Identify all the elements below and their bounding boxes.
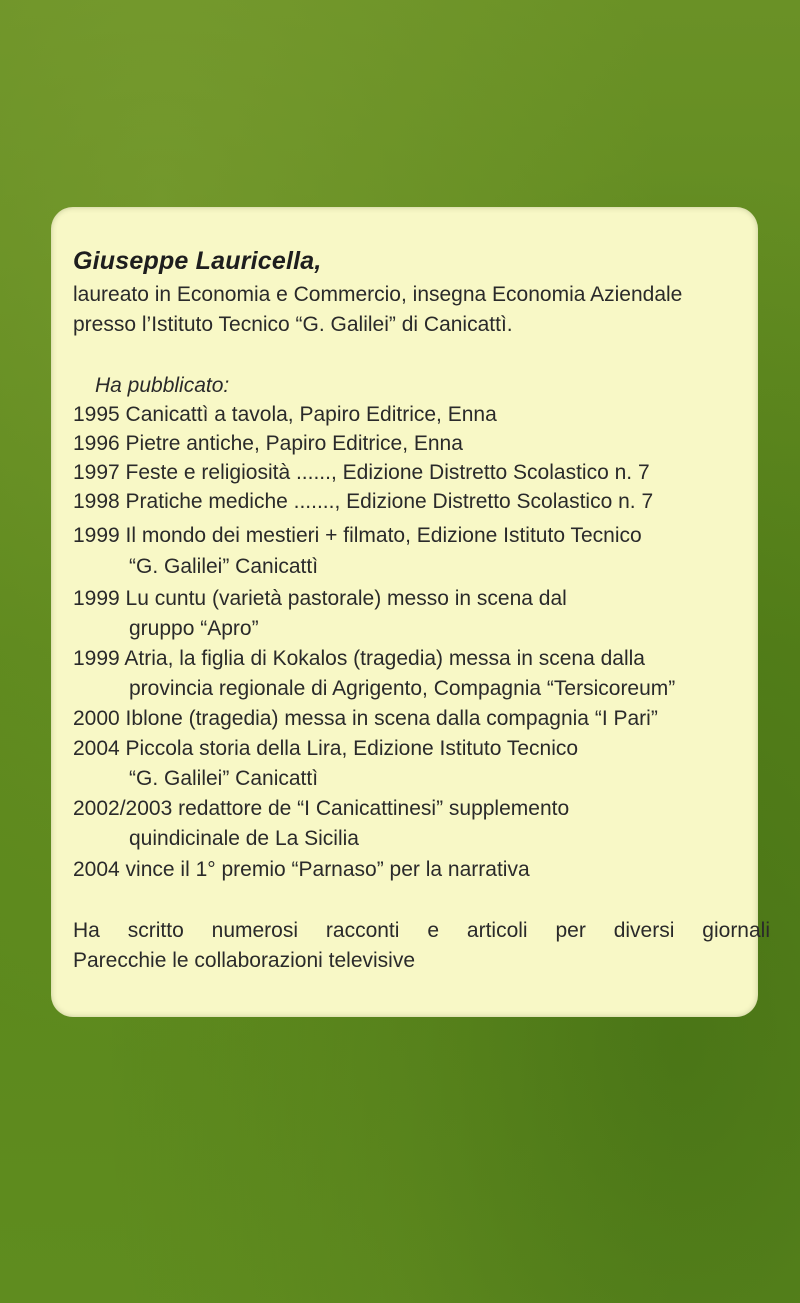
publication-item-continuation: gruppo “Apro” [129, 617, 259, 640]
publication-item: 1996 Pietre antiche, Papiro Editrice, Enna [73, 432, 463, 455]
publication-item: 1995 Canicattì a tavola, Papiro Editrice, Enna [73, 403, 497, 426]
author-intro-line-2: presso l’Istituto Tecnico “G. Galilei” di Canicattì. [73, 313, 513, 336]
publication-item: 1998 Pratiche mediche ......., Edizione Distretto Scolastico n. 7 [73, 490, 654, 513]
publication-item: 2004 vince il 1° premio “Parnaso” per la narrativa [73, 858, 530, 881]
publication-item: 1999 Il mondo dei mestieri + filmato, Edizione Istituto Tecnico [73, 524, 642, 547]
publication-item: 1999 Atria, la figlia di Kokalos (tragedia) messa in scena dalla [73, 647, 645, 670]
author-name: Giuseppe Lauricella, [73, 247, 322, 275]
publication-item: 2000 Iblone (tragedia) messa in scena dalla compagnia “I Pari” [73, 707, 658, 730]
publication-item: 2004 Piccola storia della Lira, Edizione Istituto Tecnico [73, 737, 579, 760]
publication-item: 1999 Lu cuntu (varietà pastorale) messo in scena dal [73, 587, 567, 610]
publication-item: 2002/2003 redattore de “I Canicattinesi” supplemento [73, 797, 570, 820]
closing-line-2: Parecchie le collaborazioni televisive [73, 949, 416, 972]
author-intro-line-1: laureato in Economia e Commercio, insegna Economia Aziendale [73, 283, 683, 306]
closing-line-1: Ha scritto numerosi racconti e articoli per diversi giornali [73, 919, 770, 942]
publications-heading: Ha pubblicato: [95, 374, 230, 397]
publication-item: 1997 Feste e religiosità ......, Edizione Distretto Scolastico n. 7 [73, 461, 650, 484]
publication-item-continuation: quindicinale de La Sicilia [129, 827, 359, 850]
publication-item-continuation: “G. Galilei” Canicattì [129, 767, 319, 790]
publication-item-continuation: “G. Galilei” Canicattì [129, 555, 319, 578]
publication-item-continuation: provincia regionale di Agrigento, Compagnia “Tersicoreum” [129, 677, 676, 700]
